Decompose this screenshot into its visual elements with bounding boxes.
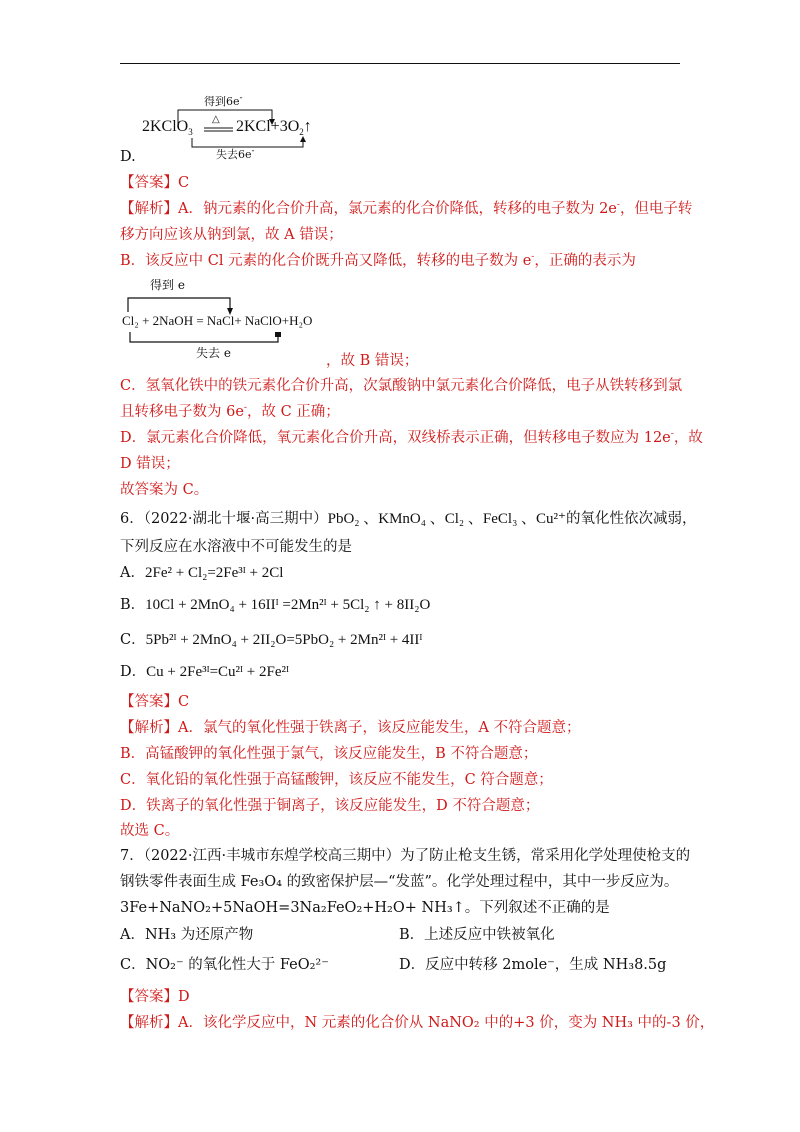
question-7-option-d: D．反应中转移 2mole⁻，生成 NH₃8.5g	[399, 957, 667, 973]
question-6-option-a: A．2Fe² + Cl₂=2Fe³ᴵ + 2Cl	[120, 565, 284, 581]
loss-label-b: 失去 e	[196, 346, 231, 360]
answer-q6: 【答案】C	[120, 694, 190, 710]
equation-b: Cl₂ + 2NaOH = NaCl+ NaClO+H₂O	[122, 313, 313, 328]
q6-explanation-b: B．高锰酸钾的氧化性强于氯气，该反应能发生，B 不符合题意；	[120, 746, 538, 762]
explanation-a: 【解析】A．钠元素的化合价升高，氯元素的化合价降低，转移的电子数为 2e-，但电子转	[120, 200, 693, 217]
heat-symbol: △	[212, 114, 220, 125]
gain-label-d: 得到6e-	[204, 93, 243, 108]
answer-q7: 【答案】D	[120, 989, 190, 1005]
q7-explanation-a: 【解析】A．该化学反应中，N 元素的化合价从 NaNO₂ 中的+3 价，变为 NH₃ 中的-3 价，	[120, 1015, 715, 1031]
header-rule	[120, 63, 680, 64]
loss-label-d: 失去6e-	[216, 146, 255, 161]
gain-label-b: 得到 e	[150, 278, 185, 292]
question-7-option-a: A．NH₃ 为还原产物	[120, 927, 254, 943]
explanation-b: B．该反应中 Cl 元素的化合价既升高又降低，转移的电子数为 e-，正确的表示为	[120, 252, 636, 269]
answer-q5: 【答案】C	[120, 175, 190, 191]
explanation-c: C．氢氧化铁中的铁元素化合价升高，次氯酸钠中氯元素化合价降低，电子从铁转移到氯	[120, 378, 683, 394]
q6-explanation-d: D．铁离子的氧化性强于铜离子，该反应能发生，D 不符合题意；	[120, 798, 540, 814]
explanation-b-end: ，故 B 错误；	[326, 353, 419, 369]
option-d-label: D.	[120, 149, 136, 165]
q6-explanation-c: C．氧化铅的氧化性强于高锰酸钾，该反应不能发生，C 符合题意；	[120, 772, 553, 788]
reactant-kclo3: 2KClO$_3$	[142, 118, 193, 138]
question-6-stem-line2: 下列反应在水溶液中不可能发生的是	[120, 539, 352, 555]
question-7-option-c: C．NO₂⁻ 的氧化性大于 FeO₂²⁻	[120, 957, 329, 973]
q6-explanation-a: 【解析】A．氯气的氧化性强于铁离子，该反应能发生，A 不符合题意；	[120, 720, 581, 736]
question-7-stem-line3: 3Fe+NaNO₂+5NaOH=3Na₂FeO₂+H₂O+ NH₃↑。下列叙述不正确的是	[120, 900, 610, 916]
explanation-d-cont: D 错误；	[120, 456, 180, 472]
products-kcl-o2: $2KCl+3O_2↑$	[236, 118, 312, 138]
question-7-option-b: B．上述反应中铁被氧化	[399, 927, 555, 943]
explanation-c-cont: 且转移电子数为 6e-，故 C 正确；	[120, 403, 340, 420]
explanation-a-cont: 移方向应该从钠到氯，故 A 错误；	[120, 227, 343, 243]
final-answer-q5: 故答案为 C。	[120, 482, 209, 498]
question-7-stem-line1: 7．（2022·江西·丰城市东煌学校高三期中）为了防止枪支生锈，常采用化学处理使枪支的	[120, 848, 691, 864]
final-answer-q6: 故选 C。	[120, 823, 180, 839]
question-6-stem: 6．（2022·湖北十堰·高三期中）PbO₂ 、KMnO₄ 、Cl₂ 、FeCl₃ 、Cu²⁺的氧化性依次减弱，	[120, 511, 697, 527]
question-7-stem-line2: 钢铁零件表面生成 Fe₃O₄ 的致密保护层—“发蓝”。化学处理过程中，其中一步反应为。	[120, 874, 679, 890]
question-6-option-c: C．5Pb²ᴵ + 2MnO₄ + 2II₂O=5PbO₂ + 2Mn²ᴵ + 4IIᴵ	[120, 632, 423, 648]
explanation-d: D．氯元素化合价降低，氧元素化合价升高，双线桥表示正确，但转移电子数应为 12e-，故	[120, 429, 703, 446]
question-6-option-b: B．10Cl + 2MnO₄ + 16IIᴵ =2Mn²ᴵ + 5Cl₂ ↑ + 8II₂O	[120, 597, 431, 613]
question-6-option-d: D．Cu + 2Fe³ᴵ=Cu²ᴵ + 2Fe²ᴵ	[120, 664, 290, 680]
